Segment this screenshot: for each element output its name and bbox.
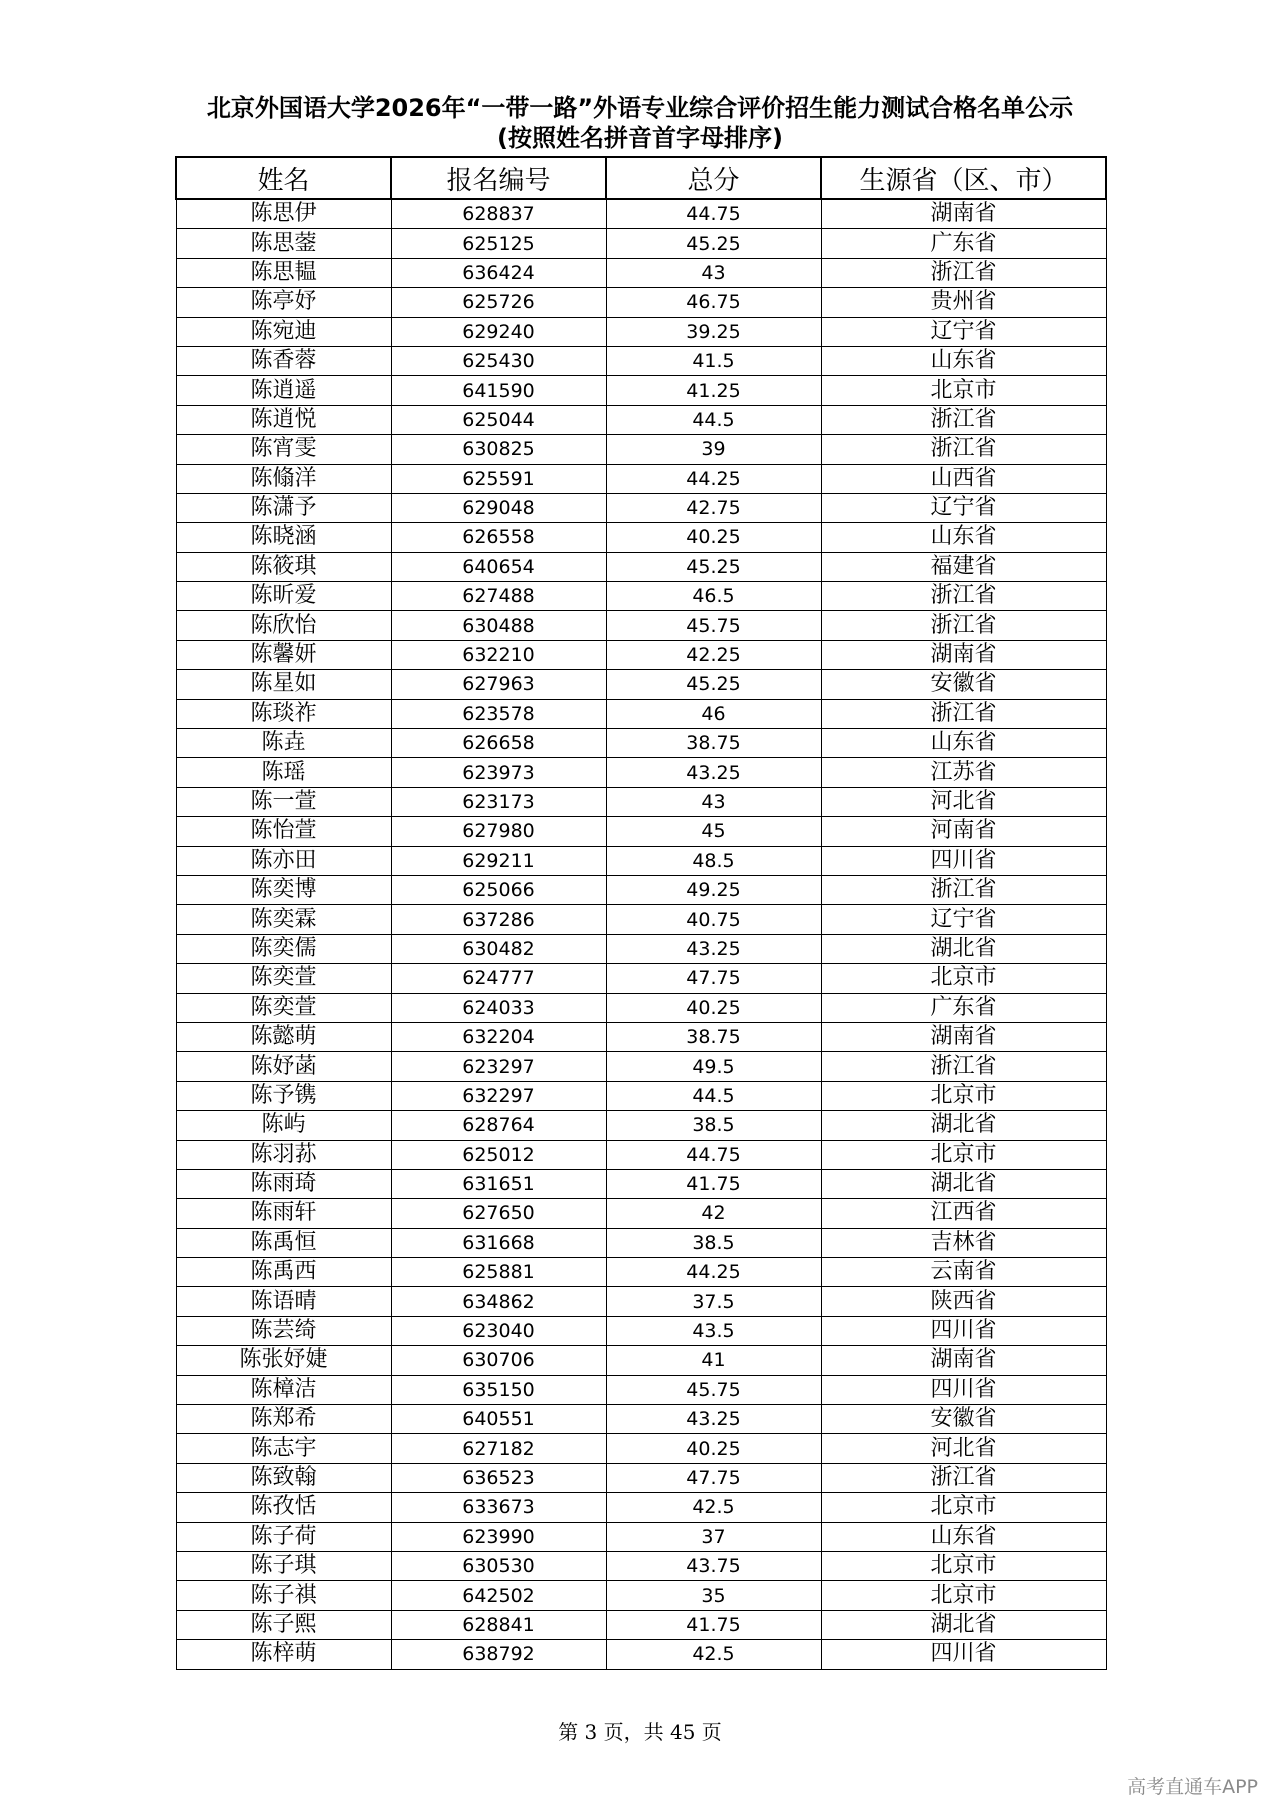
cell-province: 湖北省 bbox=[821, 1111, 1106, 1140]
cell-registration-id: 627182 bbox=[391, 1434, 606, 1463]
cell-name: 陈昕爱 bbox=[176, 582, 391, 611]
cell-name: 陈奕博 bbox=[176, 875, 391, 904]
cell-total-score: 38.5 bbox=[606, 1111, 821, 1140]
cell-province: 湖南省 bbox=[821, 1346, 1106, 1375]
cell-registration-id: 636424 bbox=[391, 258, 606, 287]
cell-name: 陈瑶 bbox=[176, 758, 391, 787]
cell-province: 辽宁省 bbox=[821, 905, 1106, 934]
cell-name: 陈禹恒 bbox=[176, 1228, 391, 1257]
cell-total-score: 45.25 bbox=[606, 552, 821, 581]
cell-registration-id: 634862 bbox=[391, 1287, 606, 1316]
cell-name: 陈亦田 bbox=[176, 846, 391, 875]
cell-total-score: 40.25 bbox=[606, 993, 821, 1022]
cell-province: 浙江省 bbox=[821, 1052, 1106, 1081]
header-registration-id: 报名编号 bbox=[391, 157, 606, 199]
cell-registration-id: 628764 bbox=[391, 1111, 606, 1140]
cell-registration-id: 625044 bbox=[391, 405, 606, 434]
cell-name: 陈子琪 bbox=[176, 1551, 391, 1580]
table-row bbox=[176, 346, 1106, 375]
cell-total-score: 42.25 bbox=[606, 640, 821, 669]
cell-total-score: 40.25 bbox=[606, 1434, 821, 1463]
cell-registration-id: 640551 bbox=[391, 1405, 606, 1434]
cell-registration-id: 627650 bbox=[391, 1199, 606, 1228]
cell-province: 浙江省 bbox=[821, 582, 1106, 611]
cell-name: 陈雨琦 bbox=[176, 1169, 391, 1198]
cell-province: 浙江省 bbox=[821, 258, 1106, 287]
cell-total-score: 37 bbox=[606, 1522, 821, 1551]
cell-province: 广东省 bbox=[821, 993, 1106, 1022]
cell-total-score: 44.5 bbox=[606, 1081, 821, 1110]
cell-province: 安徽省 bbox=[821, 670, 1106, 699]
table-row bbox=[176, 1463, 1106, 1492]
cell-province: 湖北省 bbox=[821, 1610, 1106, 1639]
cell-name: 陈奕儒 bbox=[176, 934, 391, 963]
table-row bbox=[176, 288, 1106, 317]
cell-registration-id: 631668 bbox=[391, 1228, 606, 1257]
cell-total-score: 43.25 bbox=[606, 1405, 821, 1434]
cell-total-score: 42.5 bbox=[606, 1493, 821, 1522]
cell-province: 湖南省 bbox=[821, 199, 1106, 229]
cell-name: 陈香蓉 bbox=[176, 346, 391, 375]
cell-registration-id: 630825 bbox=[391, 435, 606, 464]
cell-registration-id: 629211 bbox=[391, 846, 606, 875]
cell-province: 浙江省 bbox=[821, 1463, 1106, 1492]
cell-name: 陈禹西 bbox=[176, 1258, 391, 1287]
cell-registration-id: 633673 bbox=[391, 1493, 606, 1522]
cell-total-score: 41 bbox=[606, 1346, 821, 1375]
cell-name: 陈郑希 bbox=[176, 1405, 391, 1434]
table-row bbox=[176, 1287, 1106, 1316]
cell-province: 山西省 bbox=[821, 464, 1106, 493]
cell-registration-id: 623040 bbox=[391, 1316, 606, 1345]
cell-total-score: 39 bbox=[606, 435, 821, 464]
cell-registration-id: 625012 bbox=[391, 1140, 606, 1169]
table-row bbox=[176, 493, 1106, 522]
cell-province: 浙江省 bbox=[821, 611, 1106, 640]
cell-registration-id: 630706 bbox=[391, 1346, 606, 1375]
cell-registration-id: 638792 bbox=[391, 1640, 606, 1669]
cell-province: 江西省 bbox=[821, 1199, 1106, 1228]
cell-province: 河北省 bbox=[821, 1434, 1106, 1463]
cell-registration-id: 640654 bbox=[391, 552, 606, 581]
cell-total-score: 42.75 bbox=[606, 493, 821, 522]
cell-total-score: 38.75 bbox=[606, 729, 821, 758]
cell-total-score: 43 bbox=[606, 258, 821, 287]
cell-registration-id: 630530 bbox=[391, 1551, 606, 1580]
cell-province: 广东省 bbox=[821, 229, 1106, 258]
cell-name: 陈志宇 bbox=[176, 1434, 391, 1463]
table-row bbox=[176, 1081, 1106, 1110]
cell-name: 陈潇予 bbox=[176, 493, 391, 522]
cell-registration-id: 642502 bbox=[391, 1581, 606, 1610]
cell-total-score: 40.25 bbox=[606, 523, 821, 552]
cell-total-score: 46.5 bbox=[606, 582, 821, 611]
qualified-list-table bbox=[175, 156, 1107, 1670]
table-row bbox=[176, 1258, 1106, 1287]
table-row bbox=[176, 758, 1106, 787]
cell-total-score: 45.25 bbox=[606, 229, 821, 258]
cell-province: 吉林省 bbox=[821, 1228, 1106, 1257]
table-row bbox=[176, 1228, 1106, 1257]
cell-name: 陈怡萱 bbox=[176, 817, 391, 846]
table-row bbox=[176, 1169, 1106, 1198]
table-row bbox=[176, 817, 1106, 846]
cell-registration-id: 623173 bbox=[391, 787, 606, 816]
cell-province: 湖北省 bbox=[821, 1169, 1106, 1198]
cell-total-score: 41.5 bbox=[606, 346, 821, 375]
table-row bbox=[176, 582, 1106, 611]
table-row bbox=[176, 199, 1106, 229]
cell-name: 陈思伊 bbox=[176, 199, 391, 229]
cell-total-score: 48.5 bbox=[606, 846, 821, 875]
cell-total-score: 45.25 bbox=[606, 670, 821, 699]
cell-registration-id: 637286 bbox=[391, 905, 606, 934]
table-row bbox=[176, 1493, 1106, 1522]
cell-province: 北京市 bbox=[821, 1140, 1106, 1169]
table-row bbox=[176, 1199, 1106, 1228]
cell-province: 江苏省 bbox=[821, 758, 1106, 787]
cell-province: 浙江省 bbox=[821, 435, 1106, 464]
cell-province: 河北省 bbox=[821, 787, 1106, 816]
table-row bbox=[176, 1140, 1106, 1169]
cell-province: 辽宁省 bbox=[821, 493, 1106, 522]
table-row bbox=[176, 1346, 1106, 1375]
cell-province: 浙江省 bbox=[821, 875, 1106, 904]
cell-total-score: 46.75 bbox=[606, 288, 821, 317]
cell-total-score: 45.75 bbox=[606, 611, 821, 640]
cell-registration-id: 630488 bbox=[391, 611, 606, 640]
cell-province: 四川省 bbox=[821, 846, 1106, 875]
cell-name: 陈子熙 bbox=[176, 1610, 391, 1639]
cell-province: 北京市 bbox=[821, 1081, 1106, 1110]
cell-total-score: 44.25 bbox=[606, 464, 821, 493]
cell-registration-id: 625066 bbox=[391, 875, 606, 904]
document-title-block bbox=[0, 93, 1280, 153]
table-row bbox=[176, 1022, 1106, 1051]
cell-total-score: 43.75 bbox=[606, 1551, 821, 1580]
watermark-text: 高考直通车APP bbox=[1127, 1776, 1258, 1798]
cell-total-score: 44.25 bbox=[606, 1258, 821, 1287]
table-row bbox=[176, 1581, 1106, 1610]
cell-registration-id: 627963 bbox=[391, 670, 606, 699]
cell-name: 陈致翰 bbox=[176, 1463, 391, 1492]
cell-total-score: 47.75 bbox=[606, 964, 821, 993]
table-row bbox=[176, 993, 1106, 1022]
cell-name: 陈子祺 bbox=[176, 1581, 391, 1610]
cell-registration-id: 625591 bbox=[391, 464, 606, 493]
cell-name: 陈张妤婕 bbox=[176, 1346, 391, 1375]
table-row bbox=[176, 670, 1106, 699]
cell-registration-id: 628837 bbox=[391, 199, 606, 229]
cell-name: 陈奕萱 bbox=[176, 964, 391, 993]
cell-registration-id: 623297 bbox=[391, 1052, 606, 1081]
table-row bbox=[176, 435, 1106, 464]
cell-registration-id: 626658 bbox=[391, 729, 606, 758]
cell-total-score: 46 bbox=[606, 699, 821, 728]
cell-total-score: 47.75 bbox=[606, 1463, 821, 1492]
cell-name: 陈妤菡 bbox=[176, 1052, 391, 1081]
cell-name: 陈逍悦 bbox=[176, 405, 391, 434]
cell-name: 陈宛迪 bbox=[176, 317, 391, 346]
cell-name: 陈子荷 bbox=[176, 1522, 391, 1551]
table-row bbox=[176, 317, 1106, 346]
cell-name: 陈奕霖 bbox=[176, 905, 391, 934]
cell-total-score: 42 bbox=[606, 1199, 821, 1228]
cell-province: 福建省 bbox=[821, 552, 1106, 581]
cell-registration-id: 625430 bbox=[391, 346, 606, 375]
header-total-score: 总分 bbox=[606, 157, 821, 199]
cell-total-score: 49.5 bbox=[606, 1052, 821, 1081]
cell-registration-id: 626558 bbox=[391, 523, 606, 552]
cell-total-score: 44.75 bbox=[606, 1140, 821, 1169]
cell-province: 河南省 bbox=[821, 817, 1106, 846]
cell-name: 陈宵雯 bbox=[176, 435, 391, 464]
cell-name: 陈樟洁 bbox=[176, 1375, 391, 1404]
cell-registration-id: 627488 bbox=[391, 582, 606, 611]
cell-name: 陈奕萱 bbox=[176, 993, 391, 1022]
cell-province: 山东省 bbox=[821, 729, 1106, 758]
cell-province: 山东省 bbox=[821, 1522, 1106, 1551]
cell-total-score: 37.5 bbox=[606, 1287, 821, 1316]
table-row bbox=[176, 640, 1106, 669]
cell-registration-id: 625881 bbox=[391, 1258, 606, 1287]
cell-province: 安徽省 bbox=[821, 1405, 1106, 1434]
table-row bbox=[176, 1405, 1106, 1434]
table-row bbox=[176, 258, 1106, 287]
page-number: 第 3 页，共 45 页 bbox=[558, 1720, 722, 1744]
table-row bbox=[176, 1434, 1106, 1463]
cell-total-score: 38.75 bbox=[606, 1022, 821, 1051]
cell-registration-id: 627980 bbox=[391, 817, 606, 846]
cell-name: 陈筱琪 bbox=[176, 552, 391, 581]
cell-registration-id: 636523 bbox=[391, 1463, 606, 1492]
table-row bbox=[176, 699, 1106, 728]
table-row bbox=[176, 611, 1106, 640]
cell-name: 陈梓萌 bbox=[176, 1640, 391, 1669]
table-row bbox=[176, 964, 1106, 993]
table-row bbox=[176, 376, 1106, 405]
cell-registration-id: 624777 bbox=[391, 964, 606, 993]
cell-province: 浙江省 bbox=[821, 405, 1106, 434]
cell-name: 陈馨妍 bbox=[176, 640, 391, 669]
cell-province: 云南省 bbox=[821, 1258, 1106, 1287]
table-row bbox=[176, 934, 1106, 963]
cell-registration-id: 624033 bbox=[391, 993, 606, 1022]
cell-registration-id: 641590 bbox=[391, 376, 606, 405]
cell-registration-id: 628841 bbox=[391, 1610, 606, 1639]
cell-registration-id: 635150 bbox=[391, 1375, 606, 1404]
cell-name: 陈翛洋 bbox=[176, 464, 391, 493]
cell-province: 湖南省 bbox=[821, 640, 1106, 669]
cell-total-score: 35 bbox=[606, 1581, 821, 1610]
cell-registration-id: 623578 bbox=[391, 699, 606, 728]
cell-province: 北京市 bbox=[821, 1551, 1106, 1580]
cell-total-score: 41.25 bbox=[606, 376, 821, 405]
cell-registration-id: 629240 bbox=[391, 317, 606, 346]
cell-registration-id: 629048 bbox=[391, 493, 606, 522]
table-row bbox=[176, 1375, 1106, 1404]
document-title: 北京外国语大学2026年“一带一路”外语专业综合评价招生能力测试合格名单公示 bbox=[206, 94, 1074, 122]
cell-total-score: 45 bbox=[606, 817, 821, 846]
cell-name: 陈孜恬 bbox=[176, 1493, 391, 1522]
cell-province: 四川省 bbox=[821, 1316, 1106, 1345]
table-body bbox=[176, 199, 1106, 1669]
cell-total-score: 45.75 bbox=[606, 1375, 821, 1404]
cell-name: 陈羽荪 bbox=[176, 1140, 391, 1169]
cell-name: 陈语晴 bbox=[176, 1287, 391, 1316]
cell-total-score: 43.5 bbox=[606, 1316, 821, 1345]
table-row bbox=[176, 875, 1106, 904]
table-row bbox=[176, 1640, 1106, 1669]
cell-registration-id: 632210 bbox=[391, 640, 606, 669]
document-subtitle: (按照姓名拼音首字母排序) bbox=[497, 124, 783, 152]
cell-registration-id: 632204 bbox=[391, 1022, 606, 1051]
table-row bbox=[176, 905, 1106, 934]
cell-province: 四川省 bbox=[821, 1640, 1106, 1669]
cell-total-score: 39.25 bbox=[606, 317, 821, 346]
cell-total-score: 43.25 bbox=[606, 758, 821, 787]
cell-total-score: 43.25 bbox=[606, 934, 821, 963]
cell-province: 北京市 bbox=[821, 1493, 1106, 1522]
cell-name: 陈雨轩 bbox=[176, 1199, 391, 1228]
cell-registration-id: 623973 bbox=[391, 758, 606, 787]
cell-name: 陈芸绮 bbox=[176, 1316, 391, 1345]
cell-name: 陈琰祚 bbox=[176, 699, 391, 728]
cell-province: 贵州省 bbox=[821, 288, 1106, 317]
cell-name: 陈欣怡 bbox=[176, 611, 391, 640]
cell-name: 陈晓涵 bbox=[176, 523, 391, 552]
cell-total-score: 49.25 bbox=[606, 875, 821, 904]
header-province: 生源省（区、市） bbox=[821, 157, 1106, 199]
cell-total-score: 42.5 bbox=[606, 1640, 821, 1669]
cell-name: 陈思蓥 bbox=[176, 229, 391, 258]
cell-province: 山东省 bbox=[821, 523, 1106, 552]
cell-total-score: 41.75 bbox=[606, 1610, 821, 1639]
cell-province: 北京市 bbox=[821, 376, 1106, 405]
table-row bbox=[176, 552, 1106, 581]
table-row bbox=[176, 1551, 1106, 1580]
table-header-row bbox=[176, 157, 1106, 199]
cell-registration-id: 632297 bbox=[391, 1081, 606, 1110]
table-row bbox=[176, 1610, 1106, 1639]
cell-name: 陈星如 bbox=[176, 670, 391, 699]
cell-name: 陈垚 bbox=[176, 729, 391, 758]
cell-name: 陈屿 bbox=[176, 1111, 391, 1140]
table-row bbox=[176, 729, 1106, 758]
table-row bbox=[176, 405, 1106, 434]
cell-province: 北京市 bbox=[821, 964, 1106, 993]
cell-name: 陈一萱 bbox=[176, 787, 391, 816]
cell-registration-id: 625125 bbox=[391, 229, 606, 258]
cell-total-score: 41.75 bbox=[606, 1169, 821, 1198]
cell-total-score: 44.5 bbox=[606, 405, 821, 434]
cell-province: 山东省 bbox=[821, 346, 1106, 375]
cell-total-score: 38.5 bbox=[606, 1228, 821, 1257]
cell-registration-id: 630482 bbox=[391, 934, 606, 963]
table-row bbox=[176, 1052, 1106, 1081]
cell-total-score: 40.75 bbox=[606, 905, 821, 934]
table-row bbox=[176, 1522, 1106, 1551]
cell-province: 湖北省 bbox=[821, 934, 1106, 963]
cell-province: 陕西省 bbox=[821, 1287, 1106, 1316]
header-name: 姓名 bbox=[176, 157, 391, 199]
cell-total-score: 43 bbox=[606, 787, 821, 816]
table-row bbox=[176, 523, 1106, 552]
cell-province: 四川省 bbox=[821, 1375, 1106, 1404]
cell-registration-id: 631651 bbox=[391, 1169, 606, 1198]
cell-name: 陈亭妤 bbox=[176, 288, 391, 317]
cell-total-score: 44.75 bbox=[606, 199, 821, 229]
table-row bbox=[176, 846, 1106, 875]
table-row bbox=[176, 229, 1106, 258]
cell-name: 陈逍遥 bbox=[176, 376, 391, 405]
cell-registration-id: 625726 bbox=[391, 288, 606, 317]
table-row bbox=[176, 464, 1106, 493]
cell-province: 北京市 bbox=[821, 1581, 1106, 1610]
cell-name: 陈思韫 bbox=[176, 258, 391, 287]
cell-province: 辽宁省 bbox=[821, 317, 1106, 346]
cell-registration-id: 623990 bbox=[391, 1522, 606, 1551]
cell-name: 陈予镌 bbox=[176, 1081, 391, 1110]
table-row bbox=[176, 1111, 1106, 1140]
cell-province: 湖南省 bbox=[821, 1022, 1106, 1051]
table-row bbox=[176, 1316, 1106, 1345]
cell-province: 浙江省 bbox=[821, 699, 1106, 728]
cell-name: 陈懿萌 bbox=[176, 1022, 391, 1051]
table-row bbox=[176, 787, 1106, 816]
